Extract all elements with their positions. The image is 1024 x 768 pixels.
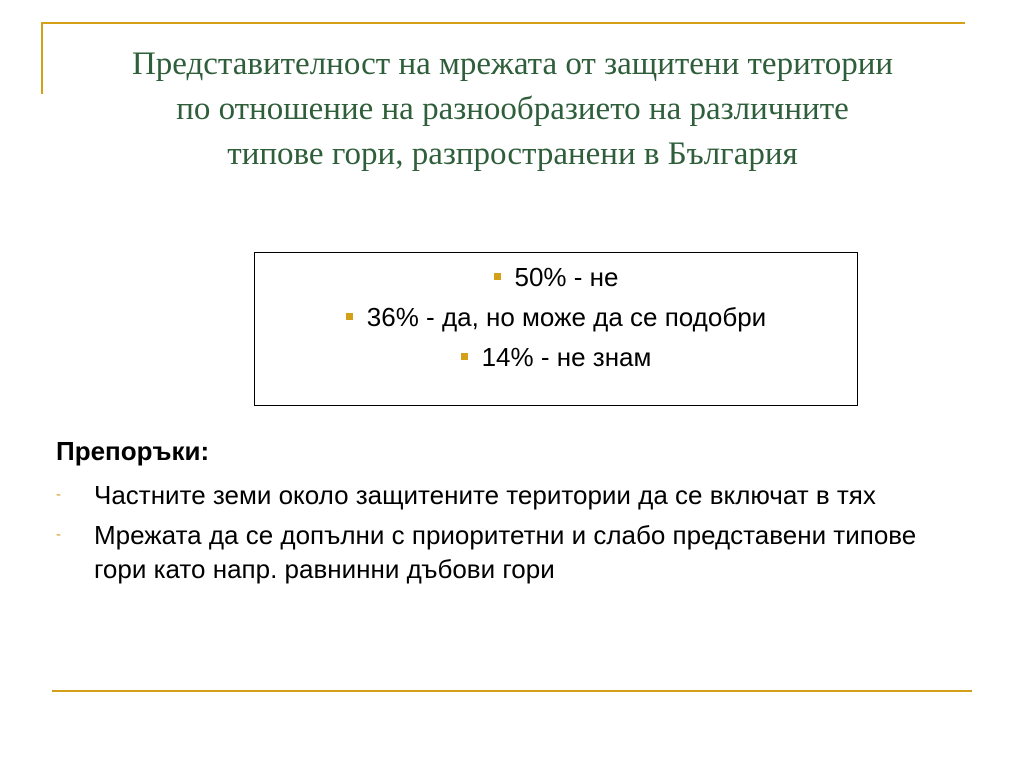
survey-results-box	[254, 252, 858, 406]
title-line-2: по отношение на разнообразието на различните	[176, 91, 849, 127]
survey-result-text: 50% - не	[514, 262, 619, 292]
recommendation-text: Частните земи около защитените територии да се включат в тях	[94, 480, 876, 510]
square-bullet-icon	[346, 313, 353, 320]
recommendation-item	[56, 518, 956, 586]
recommendation-text: Мрежата да се допълни с приоритетни и слабо представени типове гори като напр. равнинни дъбови гори	[94, 520, 917, 584]
survey-result-item	[255, 297, 857, 337]
dash-bullet-icon: -	[56, 526, 61, 543]
square-bullet-icon	[461, 353, 468, 360]
slide-title	[55, 42, 970, 177]
title-line-3: типове гори, разпространени в България	[227, 136, 798, 172]
recommendation-item	[56, 478, 956, 512]
dash-bullet-icon: -	[56, 486, 61, 503]
survey-result-text: 36% - да, но може да се подобри	[366, 302, 767, 332]
bottom-rule	[52, 690, 972, 692]
survey-result-text: 14% - не знам	[481, 342, 652, 372]
recommendations-list	[56, 478, 956, 592]
left-rule	[41, 22, 43, 94]
top-rule	[41, 22, 965, 24]
survey-result-item	[255, 257, 857, 297]
survey-result-item	[255, 337, 857, 377]
square-bullet-icon	[494, 273, 501, 280]
title-line-1: Представителност на мрежата от защитени територии	[131, 46, 894, 82]
recommendations-heading: Препоръки:	[56, 436, 210, 466]
survey-results-list	[255, 253, 857, 377]
